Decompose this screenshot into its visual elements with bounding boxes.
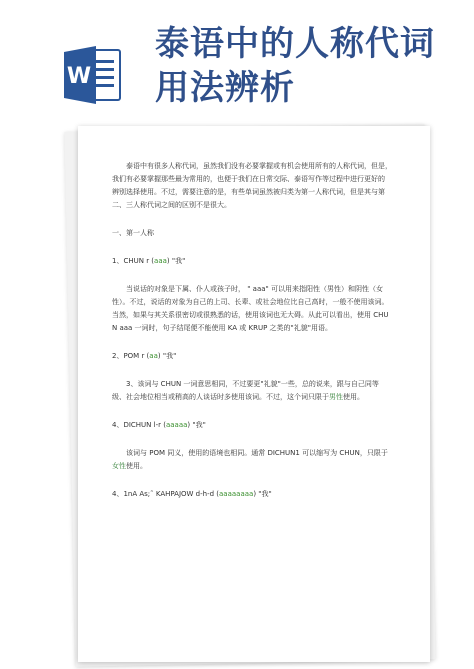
item1-line-2: 性）。不过，说话的对象为自己的上司、长辈、或社会地位比自己高时，一般不使用该词。 [112,298,389,306]
item2-line-2: 级、社会地位相当或稍高的人谈话时多使用该词。不过，这个词只限于男性使用。 [112,393,364,401]
item3-heading: 4、DICHUN l-r (ааааа) "我" [112,421,206,429]
item2-line-1: 3、该词与 CHUN 一词意思相同，不过要更"礼貌"一些，总的说来，跟与自己同等 [126,380,379,388]
item1-line-3: 当然，如果与其关系很密切或很熟悉的话，使用该词也无大碍。从此可以看出，使用 CHU [112,311,389,319]
page-title [155,22,455,110]
intro-line-3: 辨别选择使用。不过，需要注意的是，有些单词虽然被归类为第一人称代词，但是其与第 [112,188,385,196]
svg-text:W: W [66,64,92,89]
item1-line-1: 当说话的对象是下属、仆人或孩子时， " ааа" 可以用来指阳性（男性）和阴性（女 [126,285,383,293]
item3-line-2: 女性使用。 [112,462,147,470]
title-line-2: 用法辨析 [155,68,295,108]
title-line-1: 泰语中的人称代词 [155,24,435,64]
item1-heading: 1、CHUN r (ааа) "我" [112,257,186,265]
item2-heading: 2、POM r (аа) "我" [112,352,177,360]
document-body [112,160,397,501]
header-banner [0,0,474,125]
intro-line-2: 我们有必要掌握那些最为常用的，也便于我们在日常交际、泰语写作等过程中进行更好的 [112,175,385,183]
section-heading: 一、第一人称 [112,229,154,237]
word-icon [64,44,124,106]
intro-line-1: 泰语中有很多人称代词，虽然我们没有必要掌握或有机会使用所有的人称代词，但是， [126,162,392,170]
item4-heading: 4、1nA As;˜ KAHPAJOW d-h-d (аааааааа) "我" [112,490,272,498]
intro-line-4: 二、三人称代词之间的区别不是很大。 [112,201,231,209]
item3-line-1: 该词与 POM 同义，使用的语境也相同。通常 DICHUN1 可以缩写为 CHUN，只限于 [126,449,388,457]
item1-line-4: N ааа 一词时，句子结尾便不能使用 KA 或 KRUP 之类的"礼貌"用语。 [112,324,332,332]
